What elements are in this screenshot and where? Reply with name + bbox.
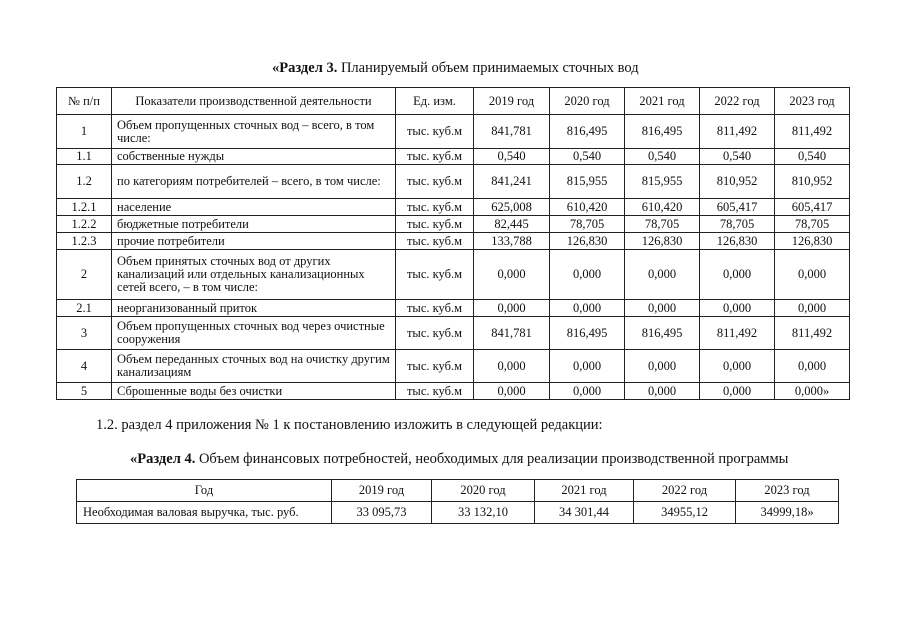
wastewater-volume-table [56, 87, 850, 400]
row-number: 1.2.3 [57, 233, 112, 250]
value-2019: 625,008 [474, 199, 550, 216]
table-row [57, 149, 850, 165]
value-2019: 841,781 [474, 317, 550, 350]
value-2020: 815,955 [550, 165, 625, 199]
header-2023: 2023 год [736, 480, 839, 502]
row-unit: тыс. куб.м [396, 115, 474, 149]
value-2023: 811,492 [775, 317, 850, 350]
table-row [57, 350, 850, 383]
row-number: 1 [57, 115, 112, 149]
header-2021: 2021 год [625, 88, 700, 115]
row-number: 4 [57, 350, 112, 383]
table-header-row [57, 88, 850, 115]
row-unit: тыс. куб.м [396, 383, 474, 400]
value-2023: 0,000 [775, 300, 850, 317]
row-indicator: собственные нужды [112, 149, 396, 165]
table-row [57, 199, 850, 216]
value-2021: 34 301,44 [535, 502, 634, 524]
section4-title-bold: «Раздел 4. [130, 451, 196, 467]
row-indicator: по категориям потребителей – всего, в том числе: [112, 165, 396, 199]
financial-needs-table [76, 479, 839, 524]
value-2019: 841,781 [474, 115, 550, 149]
value-2019: 33 095,73 [332, 502, 432, 524]
section3-title-bold: «Раздел 3. [272, 60, 338, 76]
value-2022: 0,540 [700, 149, 775, 165]
row-unit: тыс. куб.м [396, 199, 474, 216]
section3-title-text: Планируемый объем принимаемых сточных вод [337, 60, 639, 76]
table-row [77, 502, 839, 524]
row-name: Необходимая валовая выручка, тыс. руб. [77, 502, 332, 524]
header-num: № п/п [57, 88, 112, 115]
header-year: Год [77, 480, 332, 502]
row-number: 1.1 [57, 149, 112, 165]
value-2020: 610,420 [550, 199, 625, 216]
value-2019: 0,000 [474, 350, 550, 383]
table-row [57, 383, 850, 400]
value-2019: 0,000 [474, 383, 550, 400]
header-2023: 2023 год [775, 88, 850, 115]
header-2019: 2019 год [332, 480, 432, 502]
row-number: 1.2.1 [57, 199, 112, 216]
row-indicator: Объем пропущенных сточных вод через очистные сооружения [112, 317, 396, 350]
table-row [57, 216, 850, 233]
value-2021: 816,495 [625, 317, 700, 350]
value-2020: 0,000 [550, 350, 625, 383]
row-unit: тыс. куб.м [396, 233, 474, 250]
value-2023: 810,952 [775, 165, 850, 199]
value-2021: 610,420 [625, 199, 700, 216]
value-2022: 0,000 [700, 250, 775, 300]
value-2021: 0,540 [625, 149, 700, 165]
row-unit: тыс. куб.м [396, 317, 474, 350]
row-number: 3 [57, 317, 112, 350]
value-2022: 0,000 [700, 300, 775, 317]
value-2019: 0,000 [474, 250, 550, 300]
row-indicator: население [112, 199, 396, 216]
section4-title [130, 451, 788, 468]
value-2019: 0,540 [474, 149, 550, 165]
table-header-row [77, 480, 839, 502]
row-unit: тыс. куб.м [396, 250, 474, 300]
header-2022: 2022 год [634, 480, 736, 502]
header-2022: 2022 год [700, 88, 775, 115]
row-unit: тыс. куб.м [396, 216, 474, 233]
value-2022: 810,952 [700, 165, 775, 199]
value-2020: 33 132,10 [432, 502, 535, 524]
row-indicator: прочие потребители [112, 233, 396, 250]
value-2022: 811,492 [700, 115, 775, 149]
table-row [57, 115, 850, 149]
row-indicator: неорганизованный приток [112, 300, 396, 317]
row-indicator: Объем пропущенных сточных вод – всего, в том числе: [112, 115, 396, 149]
value-2020: 0,000 [550, 300, 625, 317]
value-2023: 78,705 [775, 216, 850, 233]
table-row [57, 233, 850, 250]
value-2023: 0,000 [775, 350, 850, 383]
value-2022: 78,705 [700, 216, 775, 233]
value-2021: 0,000 [625, 300, 700, 317]
value-2021: 0,000 [625, 350, 700, 383]
row-unit: тыс. куб.м [396, 350, 474, 383]
header-indicator: Показатели производственной деятельности [112, 88, 396, 115]
amendment-paragraph: 1.2. раздел 4 приложения № 1 к постановлению изложить в следующей редакции: [96, 417, 603, 433]
value-2023: 0,000» [775, 383, 850, 400]
row-number: 2.1 [57, 300, 112, 317]
value-2020: 0,000 [550, 383, 625, 400]
value-2021: 126,830 [625, 233, 700, 250]
value-2020: 126,830 [550, 233, 625, 250]
row-indicator: Сброшенные воды без очистки [112, 383, 396, 400]
header-2020: 2020 год [432, 480, 535, 502]
value-2022: 0,000 [700, 383, 775, 400]
row-indicator: Объем переданных сточных вод на очистку другим канализациям [112, 350, 396, 383]
header-2020: 2020 год [550, 88, 625, 115]
value-2020: 816,495 [550, 115, 625, 149]
header-2019: 2019 год [474, 88, 550, 115]
row-number: 2 [57, 250, 112, 300]
row-unit: тыс. куб.м [396, 300, 474, 317]
header-2021: 2021 год [535, 480, 634, 502]
value-2022: 0,000 [700, 350, 775, 383]
value-2019: 841,241 [474, 165, 550, 199]
row-number: 1.2 [57, 165, 112, 199]
value-2022: 811,492 [700, 317, 775, 350]
table-row [57, 300, 850, 317]
value-2021: 0,000 [625, 250, 700, 300]
section4-title-text: Объем финансовых потребностей, необходимых для реализации производственной программы [195, 451, 789, 467]
value-2022: 126,830 [700, 233, 775, 250]
value-2020: 0,000 [550, 250, 625, 300]
value-2023: 0,540 [775, 149, 850, 165]
value-2021: 78,705 [625, 216, 700, 233]
row-number: 5 [57, 383, 112, 400]
value-2019: 82,445 [474, 216, 550, 233]
value-2023: 0,000 [775, 250, 850, 300]
value-2021: 816,495 [625, 115, 700, 149]
value-2023: 605,417 [775, 199, 850, 216]
table-row [57, 317, 850, 350]
value-2020: 0,540 [550, 149, 625, 165]
row-indicator: Объем принятых сточных вод от других канализаций или отдельных канализационных сетей всего, – в том числе: [112, 250, 396, 300]
value-2021: 815,955 [625, 165, 700, 199]
row-unit: тыс. куб.м [396, 165, 474, 199]
header-unit: Ед. изм. [396, 88, 474, 115]
row-indicator: бюджетные потребители [112, 216, 396, 233]
value-2020: 816,495 [550, 317, 625, 350]
value-2021: 0,000 [625, 383, 700, 400]
value-2020: 78,705 [550, 216, 625, 233]
row-unit: тыс. куб.м [396, 149, 474, 165]
value-2023: 34999,18» [736, 502, 839, 524]
value-2022: 34955,12 [634, 502, 736, 524]
value-2019: 133,788 [474, 233, 550, 250]
table-row [57, 250, 850, 300]
value-2023: 811,492 [775, 115, 850, 149]
value-2019: 0,000 [474, 300, 550, 317]
row-number: 1.2.2 [57, 216, 112, 233]
table-row [57, 165, 850, 199]
value-2023: 126,830 [775, 233, 850, 250]
section3-title [272, 60, 639, 77]
value-2022: 605,417 [700, 199, 775, 216]
